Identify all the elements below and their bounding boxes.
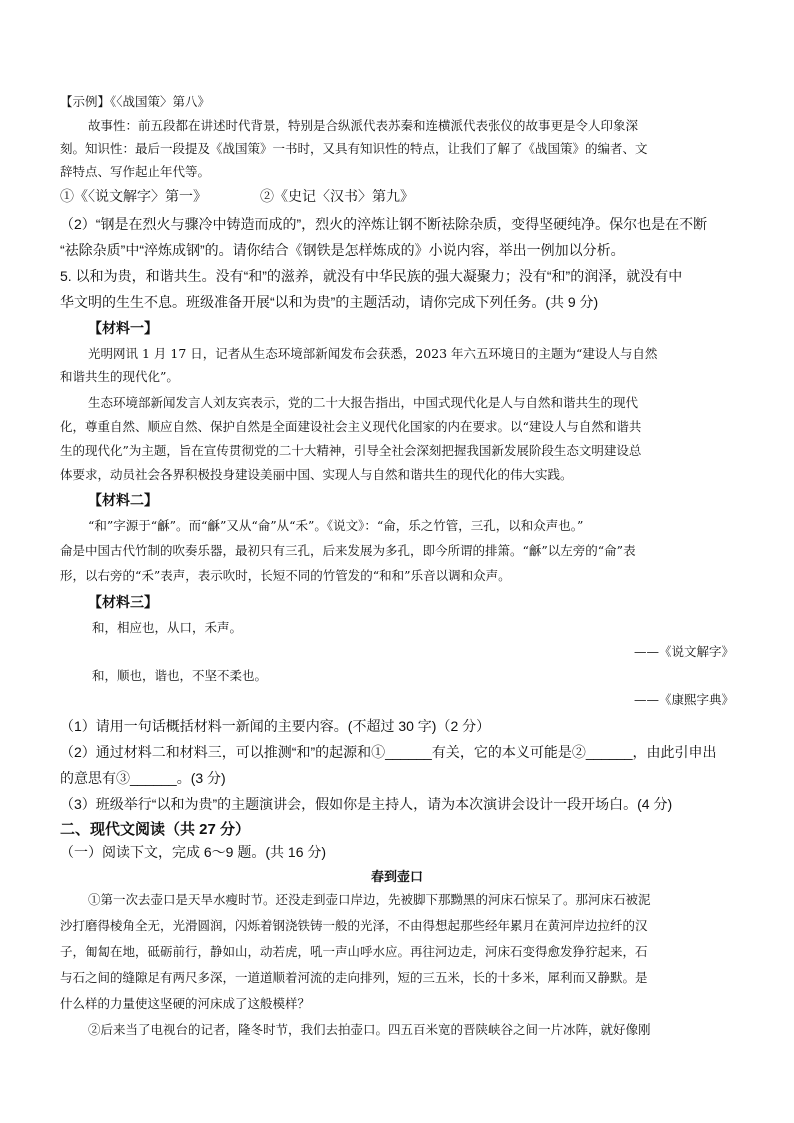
task-2-cont: 的意思有③______。(3 分)	[60, 770, 226, 786]
example-body-line: 辞特点、写作起止年代等。	[60, 164, 211, 179]
task-2: （2）通过材料二和材料三，可以推测“和”的起源和①______有关，它的本义可能是②______，由此引申出	[60, 744, 717, 760]
material-3-title: 【材料三】	[88, 594, 158, 610]
question-2-line: （2）“钢是在烈火与骤冷中铸造而成的”，烈火的淬炼让钢不断祛除杂质，变得坚硬纯净。保尔也是在不断	[60, 216, 708, 232]
question-5-line: 5. 以和为贵，和谐共生。没有“和”的滋养，就没有中华民族的强大凝聚力；没有“和”的润泽，就没有中	[60, 268, 683, 284]
question-5-line: 华文明的生生不息。班级准备开展“以和为贵”的主题活动，请你完成下列任务。(共 9 分)	[60, 294, 599, 310]
article-paragraph-line: 沙打磨得棱角全无，光滑圆润，闪烁着钢浇铁铸一般的光泽，不由得想起那些经年累月在黄河岸边拉纤的汉	[60, 918, 648, 933]
material-1-line: 生态环境部新闻发言人刘友宾表示，党的二十大报告指出，中国式现代化是人与自然和谐共生的现代	[88, 395, 639, 410]
material-1-title: 【材料一】	[88, 320, 158, 336]
option-one: ①《〈说文解字〉第一》	[60, 188, 207, 204]
article-paragraph-line: 子，匍匐在地，砥砺前行，静如山，动若虎，吼一声山呼水应。再往河边走，河床石变得愈发狰狞起来，石	[60, 944, 648, 959]
material-3-source: ——《康熙字典》	[633, 692, 734, 707]
material-2-line: “和”字源于“龢”。而“龢”又从“侖”从“禾”。《说文》：“侖，乐之竹管，三孔，以和众声也。”	[88, 518, 584, 533]
article-paragraph-line: ①第一次去壶口是天旱水瘦时节。还没走到壶口岸边，先被脚下那黝黑的河床石惊呆了。那河床石被泥	[88, 892, 651, 907]
section-subheading: （一）阅读下文，完成 6～9 题。(共 16 分)	[60, 844, 327, 860]
option-two: ②《史记〈汉书〉第九》	[260, 188, 414, 204]
material-2-line: 侖是中国古代竹制的吹奏乐器，最初只有三孔，后来发展为多孔，即今所谓的排箫。“龢”以左旁的“侖”表	[60, 543, 636, 558]
article-paragraph-line: ②后来当了电视台的记者，隆冬时节，我们去拍壶口。四五百米宽的晋陕峡谷之间一片冰阵，就好像刚	[88, 1022, 651, 1037]
material-1-line: 和谐共生的现代化”。	[60, 369, 179, 384]
task-3: （3）班级举行“以和为贵”的主题演讲会，假如你是主持人，请为本次演讲会设计一段开场白。(4 分)	[60, 796, 673, 812]
material-2-title: 【材料二】	[88, 492, 158, 508]
material-1-line: 光明网讯 1 月 17 日，记者从生态环境部新闻发布会获悉，2023 年六五环境日的主题为“建设人与自然	[88, 346, 658, 361]
material-1-line: 体要求，动员社会各界积极投身建设美丽中国、实现人与自然和谐共生的现代化的伟大实践。	[60, 467, 573, 482]
question-2-line: “祛除杂质”中“淬炼成钢”的。请你结合《钢铁是怎样炼成的》小说内容，举出一例加以分析。	[60, 242, 625, 258]
article-paragraph-line: 什么样的力量使这坚硬的河床成了这般模样？	[60, 996, 311, 1011]
material-1-line: 生的现代化”为主题，旨在宣传贯彻党的二十大精神，引导全社会深刻把握我国新发展阶段生态文明建设总	[60, 443, 642, 458]
material-1-line: 化，尊重自然、顺应自然、保护自然是全面建设社会主义现代化国家的内在要求。以“建设人与自然和谐共	[60, 419, 642, 434]
task-1: （1）请用一句话概括材料一新闻的主要内容。(不超过 30 字)（2 分）	[60, 718, 491, 734]
material-3-line: 和，相应也，从口，禾声。	[92, 620, 243, 635]
article-paragraph-line: 与石之间的缝隙足有两尺多深，一道道顺着河流的走向排列，短的三五米，长的十多米，犀利而又静默。是	[60, 970, 648, 985]
section-heading: 二、现代文阅读（共 27 分）	[60, 821, 251, 838]
example-header: 【示例】《〈战国策〉第八》	[60, 94, 211, 109]
example-body-line: 故事性：前五段都在讲述时代背景，特别是合纵派代表苏秦和连横派代表张仪的故事更是令人印象深	[88, 118, 639, 133]
material-2-line: 形，以右旁的“禾”表声，表示吹时，长短不同的竹管发的“和和”乐音以调和众声。	[60, 568, 511, 583]
example-body-line: 刻。知识性：最后一段提及《战国策》一书时，又具有知识性的特点，让我们了解了《战国策》的编者、文	[60, 141, 648, 156]
material-3-line: 和，顺也，谐也，不坚不柔也。	[92, 668, 268, 683]
material-3-source: ——《说文解字》	[633, 644, 734, 659]
article-title: 春到壶口	[370, 870, 423, 885]
